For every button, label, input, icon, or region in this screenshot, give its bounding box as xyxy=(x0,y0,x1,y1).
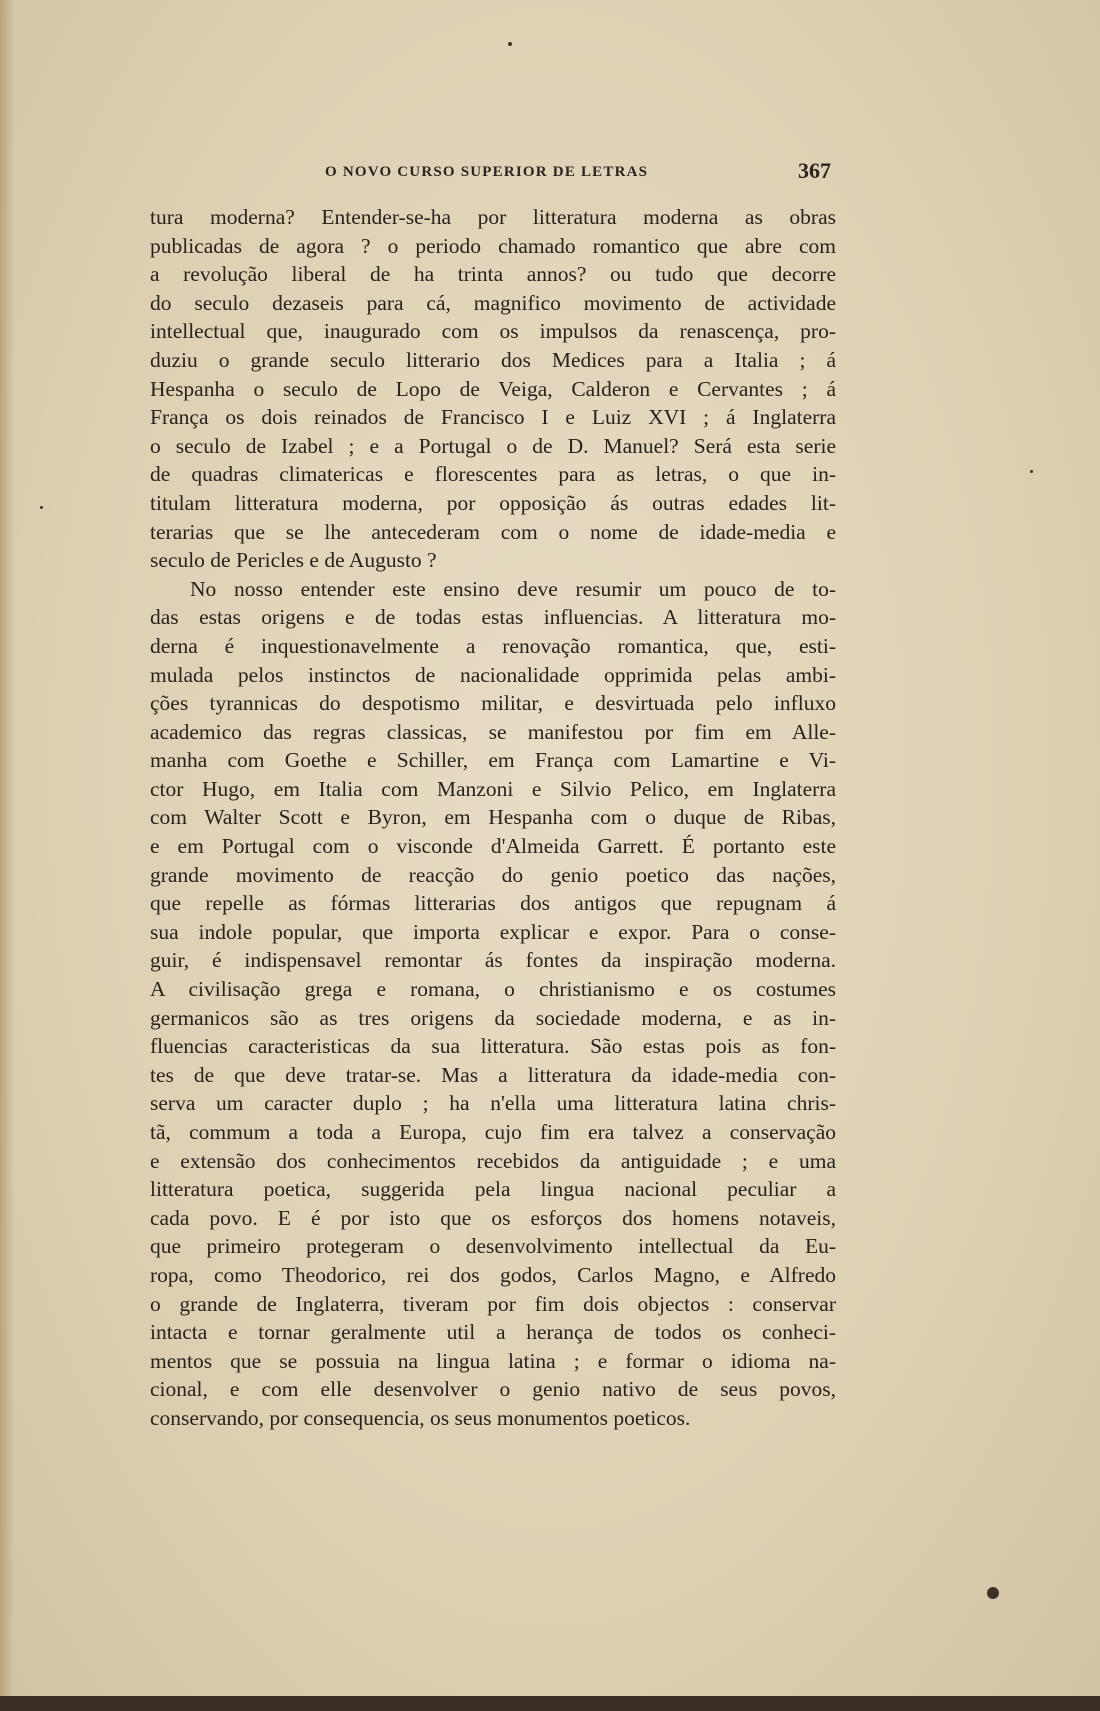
text-line: das estas origens e de todas estas influencias. A litteratura mo- xyxy=(150,605,836,630)
body-text xyxy=(150,203,836,1433)
text-line: o seculo de Izabel ; e a Portugal o de D. Manuel? Será esta serie xyxy=(150,433,836,458)
text-line: Hespanha o seculo de Lopo de Veiga, Calderon e Cervantes ; á xyxy=(150,376,836,401)
text-line: duziu o grande seculo litterario dos Medices para a Italia ; á xyxy=(150,347,836,372)
text-line: titulam litteratura moderna, por opposição ás outras edades lit- xyxy=(150,490,836,515)
text-line: academico das regras classicas, se manifestou por fim em Alle- xyxy=(150,719,836,744)
text-line: do seculo dezaseis para cá, magnifico movimento de actividade xyxy=(150,290,836,315)
text-line: tes de que deve tratar-se. Mas a litteratura da idade-media con- xyxy=(150,1062,836,1087)
text-line: França os dois reinados de Francisco I e Luiz XVI ; á Inglaterra xyxy=(150,405,836,430)
ink-speck xyxy=(1030,470,1033,473)
text-line: serva um caracter duplo ; ha n'ella uma litteratura latina chris- xyxy=(150,1091,836,1116)
page-bottom-edge xyxy=(0,1696,1100,1711)
text-line: fluencias caracteristicas da sua litteratura. São estas pois as fon- xyxy=(150,1034,836,1059)
text-line: publicadas de agora ? o periodo chamado romantico que abre com xyxy=(150,233,836,258)
text-line: ctor Hugo, em Italia com Manzoni e Silvio Pelico, em Inglaterra xyxy=(150,776,836,801)
text-line: A civilisação grega e romana, o christianismo e os costumes xyxy=(150,977,836,1002)
running-head: O NOVO CURSO SUPERIOR DE LETRAS xyxy=(325,164,649,180)
text-line: com Walter Scott e Byron, em Hespanha com o duque de Ribas, xyxy=(150,805,836,830)
text-line: guir, é indispensavel remontar ás fontes da inspiração moderna. xyxy=(150,948,836,973)
text-line: grande movimento de reacção do genio poetico das nações, xyxy=(150,862,836,887)
text-line: seculo de Pericles e de Augusto ? xyxy=(150,548,437,573)
text-line: ções tyrannicas do despotismo militar, e desvirtuada pelo influxo xyxy=(150,691,836,716)
text-line: mentos que se possuia na lingua latina ; e formar o idioma na- xyxy=(150,1348,836,1373)
text-line: No nosso entender este ensino deve resumir um pouco de to- xyxy=(190,576,836,601)
text-line: e em Portugal com o visconde d'Almeida Garrett. É portanto este xyxy=(150,834,836,859)
page-left-edge-shadow xyxy=(0,0,14,1711)
text-line: que repelle as fórmas litterarias dos antigos que repugnam á xyxy=(150,891,836,916)
text-line: tura moderna? Entender-se-ha por litteratura moderna as obras xyxy=(150,205,836,229)
text-line: cional, e com elle desenvolver o genio nativo de seus povos, xyxy=(150,1377,836,1402)
text-line: e extensão dos conhecimentos recebidos da antiguidade ; e uma xyxy=(150,1148,836,1173)
text-line: derna é inquestionavelmente a renovação romantica, que, esti- xyxy=(150,633,836,658)
text-line: que primeiro protegeram o desenvolvimento intellectual da Eu- xyxy=(150,1234,836,1259)
text-line: manha com Goethe e Schiller, em França com Lamartine e Vi- xyxy=(150,748,836,773)
text-line: o grande de Inglaterra, tiveram por fim dois objectos : conservar xyxy=(150,1291,836,1316)
text-line: terarias que se lhe antecederam com o nome de idade-media e xyxy=(150,519,836,544)
page-number: 367 xyxy=(798,158,831,183)
text-line: a revolução liberal de ha trinta annos? ou tudo que decorre xyxy=(150,262,836,287)
text-line: de quadras climatericas e florescentes para as letras, o que in- xyxy=(150,462,836,487)
text-line: ropa, como Theodorico, rei dos godos, Carlos Magno, e Alfredo xyxy=(150,1262,836,1287)
ink-spot xyxy=(987,1587,999,1599)
text-line: litteratura poetica, suggerida pela lingua nacional peculiar a xyxy=(150,1177,836,1202)
text-line: cada povo. E é por isto que os esforços dos homens notaveis, xyxy=(150,1205,836,1230)
text-line: sua indole popular, que importa explicar e expor. Para o conse- xyxy=(150,919,836,944)
text-line: intellectual que, inaugurado com os impulsos da renascença, pro- xyxy=(150,319,836,344)
text-line: tã, commum a toda a Europa, cujo fim era talvez a conservação xyxy=(150,1120,836,1144)
text-line: intacta e tornar geralmente util a herança de todos os conheci- xyxy=(150,1320,836,1345)
page-header xyxy=(0,158,1100,188)
text-line: mulada pelos instinctos de nacionalidade opprimida pelas ambi- xyxy=(150,662,836,687)
ink-speck xyxy=(40,506,43,509)
text-line: germanicos são as tres origens da sociedade moderna, e as in- xyxy=(150,1005,836,1030)
text-line: conservando, por consequencia, os seus monumentos poeticos. xyxy=(150,1405,691,1430)
ink-speck xyxy=(508,42,512,46)
